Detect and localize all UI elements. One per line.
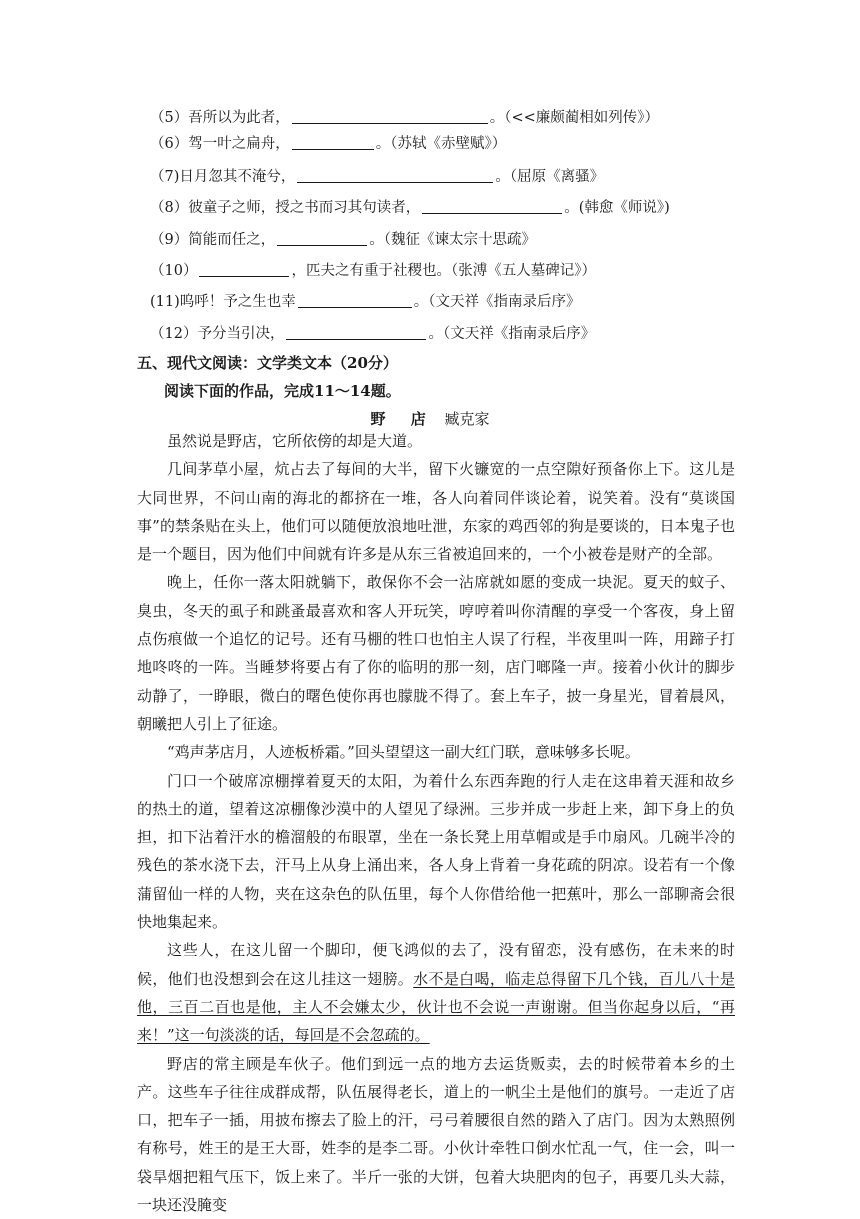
section-instruction: 阅读下面的作品，完成11～14题。 (164, 382, 401, 400)
answer-blank[interactable] (422, 197, 562, 214)
answer-blank[interactable] (297, 166, 493, 183)
section-heading: 五、现代文阅读：文学类文本（20分） (137, 354, 398, 372)
paragraph: “鸡声茅店月，人迹板桥霜。”回头望望这一副大红门联，意味够多长呢。 (167, 743, 640, 762)
fill-in-prefix: （9）简能而任之， (150, 232, 276, 248)
fill-in-suffix: 。(韩愈《师说》) (564, 200, 670, 216)
answer-blank[interactable] (286, 323, 426, 340)
answer-blank[interactable] (277, 229, 367, 246)
fill-in-prefix: （5）吾所以为此者， (150, 110, 290, 126)
article-title: 野 店 (370, 410, 436, 428)
fill-in-item (150, 193, 670, 223)
fill-in-prefix: (11)呜呼！予之生也幸 (150, 294, 296, 310)
fill-in-prefix: （8）彼童子之师，授之书而习其句读者， (150, 200, 421, 216)
fill-in-suffix: ，匹夫之有重于社稷也。（张溥《五人墓碑记》） (291, 263, 596, 279)
answer-blank[interactable] (298, 291, 412, 308)
fill-in-suffix: 。（文天祥《指南录后序》 (413, 294, 581, 310)
paragraph: 野店的常主顾是车伙子。他们到远一点的地方去运货贩卖，去的时候带着本乡的土产。这些车子往往成群成帮，队伍展得老长，道上的一帆尘土是他们的旗号。一走近了店口，把车子一插，用披布擦去了脸上的汗，弓弓着腰很自然的踏入了店门。因为太熟照例有称号，姓王的是王大哥，姓李的是李二哥。小伙计牵牲口倒水忙乱一气，住一会，叫一袋旱烟把粗气压下，饭上来了。半斤一张的大饼，包着大块肥肉的包子，再要几头大蒜，一块还没腌变 (137, 1054, 735, 1215)
fill-in-item (150, 225, 536, 255)
answer-blank[interactable] (292, 133, 374, 150)
fill-in-suffix: 。（苏轼《赤壁赋》） (375, 136, 507, 152)
fill-in-suffix: 。（魏征《谏太宗十思疏》 (369, 232, 536, 248)
fill-in-suffix: 。（文天祥《指南录后序》 (428, 326, 596, 342)
paragraph: 虽然说是野店，它所依傍的却是大道。 (167, 432, 423, 450)
answer-blank[interactable] (199, 260, 289, 277)
fill-in-suffix: 。（屈原《离骚》 (495, 169, 605, 185)
fill-in-prefix: （12）予分当引决， (150, 326, 285, 342)
fill-in-item (150, 256, 596, 286)
paragraph: 门口一个破席凉棚撑着夏天的太阳，为着什么东西奔跑的行人走在这串着天涯和故乡的热土的道，望着这凉棚像沙漠中的人望见了绿洲。三步并成一步赶上来，卸下身上的负担，扣下沾着汗水的檐溜般的布眼罩，坐在一条长凳上用草帽或是手巾扇风。几碗半冷的残色的茶水浇下去，汗马上从身上涌出来，各人身上背着一身花疏的阴凉。设若有一个像蒲留仙一样的人物，夹在这杂色的队伍里，每个人你借给他一把蕉叶，那么一部聊斋会很快地集起来。 (137, 771, 735, 932)
underlined-sentence: 水不是白喝，临走总得留下几个钱，百儿八十是他，三百二百也是他，主人不会嫌太少，伙计也不会说一声谢谢。但当你起身以后，“再来！”这一句淡淡的话，每回是不会忽疏的。 (137, 969, 735, 1045)
paragraph-text: 这些人，在这儿留一个脚印，便飞鸿似的去了，没有留恋，没有感伤，在未来的时候，他们也没想到会在这儿挂这一翅膀。 (137, 941, 735, 988)
paragraph: 几间茅草小屋，炕占去了每间的大半，留下火镰宽的一点空隙好预备你上下。这儿是大同世界，不问山南的海北的都挤在一堆，各人向着同伴谈论着，说笑着。没有“莫谈国事”的禁条贴在头上，他们可以随便放浪地吐泄，东家的鸡西邻的狗是要谈的，日本鬼子也是一个题目，因为他们中间就有许多是从东三省被追回来的，一个小被卷是财产的全部。 (137, 460, 735, 564)
paragraph: 晚上，任你一落太阳就躺下，敢保你不会一沾席就如愿的变成一块泥。夏天的蚊子、臭虫，冬天的虱子和跳蚤最喜欢和客人开玩笑，哼哼着叫你清醒的享受一个客夜，身上留点伤痕做一个追忆的记号。还有马棚的牲口也怕主人误了行程，半夜里叫一阵，用蹄子打地咚咚的一阵。当睡梦将要占有了你的临明的那一刻，店门啷隆一声。接着小伙计的脚步动静了，一睁眼，微白的曙色使你再也朦胧不得了。套上车子，披一身星光，冒着晨风，朝曦把人引上了征途。 (137, 573, 735, 733)
fill-in-item (150, 129, 506, 159)
article-author: 臧克家 (444, 410, 490, 428)
answer-blank[interactable] (292, 107, 488, 124)
paragraph (137, 936, 735, 1049)
fill-in-item (150, 319, 595, 349)
fill-in-prefix: （6）驾一叶之扁舟， (150, 136, 290, 152)
fill-in-prefix: （7)日月忽其不淹兮， (150, 169, 296, 185)
fill-in-item (150, 287, 581, 317)
article-body (137, 427, 735, 1219)
fill-in-item (150, 162, 604, 192)
fill-in-prefix: （10） (150, 263, 198, 279)
fill-in-suffix: 。（<<廉颇蔺相如列传》） (489, 110, 660, 126)
